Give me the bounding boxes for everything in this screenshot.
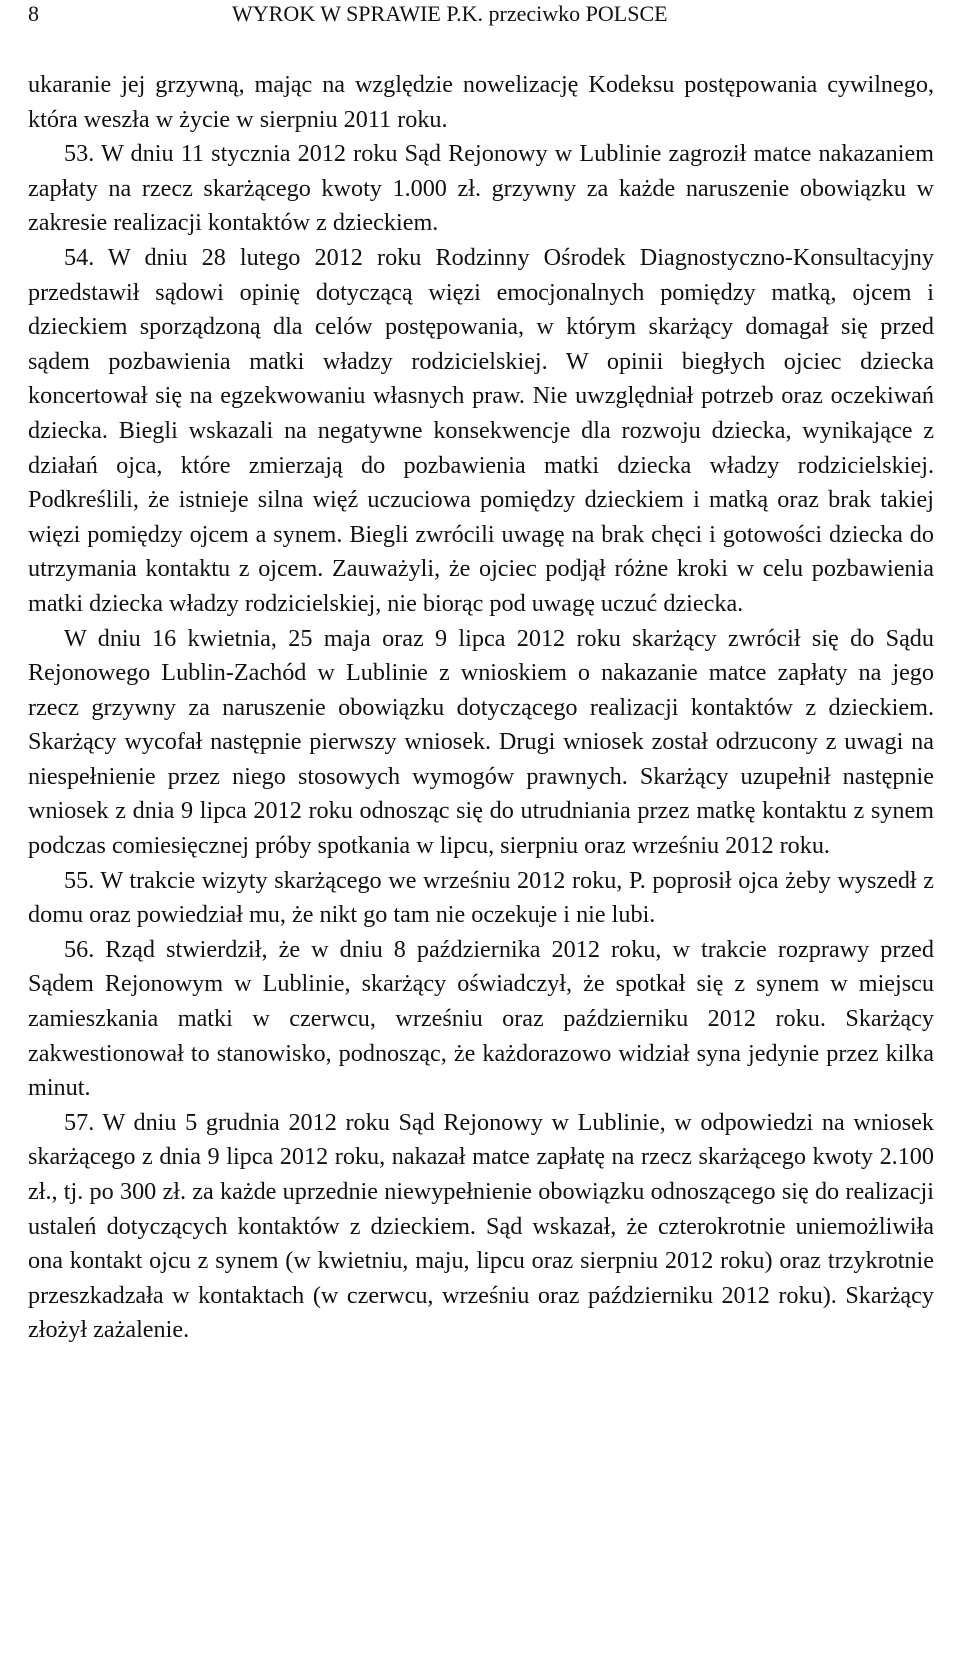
paragraph-55: 55. W trakcie wizyty skarżącego we wrześniu 2012 roku, P. poprosił ojca żeby wyszedł z domu oraz powiedział mu, że nikt go tam nie oczekuje i nie lubi. — [28, 866, 934, 929]
running-header — [28, 0, 934, 30]
page-number: 8 — [28, 1, 39, 26]
paragraph-56: 56. Rząd stwierdził, że w dniu 8 października 2012 roku, w trakcie rozprawy przed Sądem Rejonowym w Lublinie, skarżący oświadczył, że spotkał się z synem w miejscu zamieszkania matki w czerwcu, wrześniu oraz październiku 2012 roku. Skarżący zakwestionował to stanowisko, podnosząc, że każdorazowo widział syna jedynie przez kilka minut. — [28, 935, 934, 1102]
document-body — [28, 68, 934, 1348]
document-page — [28, 0, 934, 1348]
running-title: WYROK W SPRAWIE P.K. przeciwko POLSCE — [232, 1, 668, 26]
paragraph-57: 57. W dniu 5 grudnia 2012 roku Sąd Rejonowy w Lublinie, w odpowiedzi na wniosek skarżącego z dnia 9 lipca 2012 roku, nakazał matce zapłatę na rzecz skarżącego kwoty 2.100 zł., tj. po 300 zł. za każde uprzednie niewypełnienie obowiązku odnoszącego się do realizacji ustaleń dotyczących kontaktów z dzieckiem. Sąd wskazał, że czterokrotnie uniemożliwiła ona kontakt ojcu z synem (w kwietniu, maju, lipcu oraz sierpniu 2012 roku) oraz trzykrotnie przeszkadzała w kontaktach (w czerwcu, wrześniu oraz październiku 2012 roku). Skarżący złożył zażalenie. — [28, 1108, 934, 1344]
paragraph-53: 53. W dniu 11 stycznia 2012 roku Sąd Rejonowy w Lublinie zagroził matce nakazaniem zapłaty na rzecz skarżącego kwoty 1.000 zł. grzywny za każde naruszenie obowiązku w zakresie realizacji kontaktów z dzieckiem. — [28, 140, 934, 237]
paragraph-continuation: ukaranie jej grzywną, mając na względzie nowelizację Kodeksu postępowania cywilnego, która weszła w życie w sierpniu 2011 roku. — [28, 71, 934, 133]
paragraph-54-continued: W dniu 16 kwietnia, 25 maja oraz 9 lipca 2012 roku skarżący zwrócił się do Sądu Rejonowego Lublin-Zachód w Lublinie z wnioskiem o nakazanie matce zapłaty na jego rzecz grzywny za naruszenie obowiązku dotyczącego realizacji kontaktów z dzieckiem. Skarżący wycofał następnie pierwszy wniosek. Drugi wniosek został odrzucony z uwagi na niespełnienie przez niego stosowych wymogów prawnych. Skarżący uzupełnił następnie wniosek z dnia 9 lipca 2012 roku odnosząc się do utrudniania przez matkę kontaktu z synem podczas comiesięcznej próby spotkania w lipcu, sierpniu oraz wrześniu 2012 roku. — [28, 624, 934, 860]
paragraph-54: 54. W dniu 28 lutego 2012 roku Rodzinny Ośrodek Diagnostyczno-Konsultacyjny przedstawił sądowi opinię dotyczącą więzi emocjonalnych pomiędzy matką, ojcem i dzieckiem sporządzoną dla celów postępowania, w którym skarżący domagał się przed sądem pozbawienia matki władzy rodzicielskiej. W opinii biegłych ojciec dziecka koncertował się na egzekwowaniu własnych praw. Nie uwzględniał potrzeb oraz oczekiwań dziecka. Biegli wskazali na negatywne konsekwencje dla rozwoju dziecka, wynikające z działań ojca, które zmierzają do pozbawienia matki dziecka władzy rodzicielskiej. Podkreślili, że istnieje silna więź uczuciowa pomiędzy dzieckiem i matką oraz brak takiej więzi pomiędzy ojcem a synem. Biegli zwrócili uwagę na brak chęci i gotowości dziecka do utrzymania kontaktu z ojcem. Zauważyli, że ojciec podjął różne kroki w celu pozbawienia matki dziecka władzy rodzicielskiej, nie biorąc pod uwagę uczuć dziecka. — [28, 243, 934, 617]
